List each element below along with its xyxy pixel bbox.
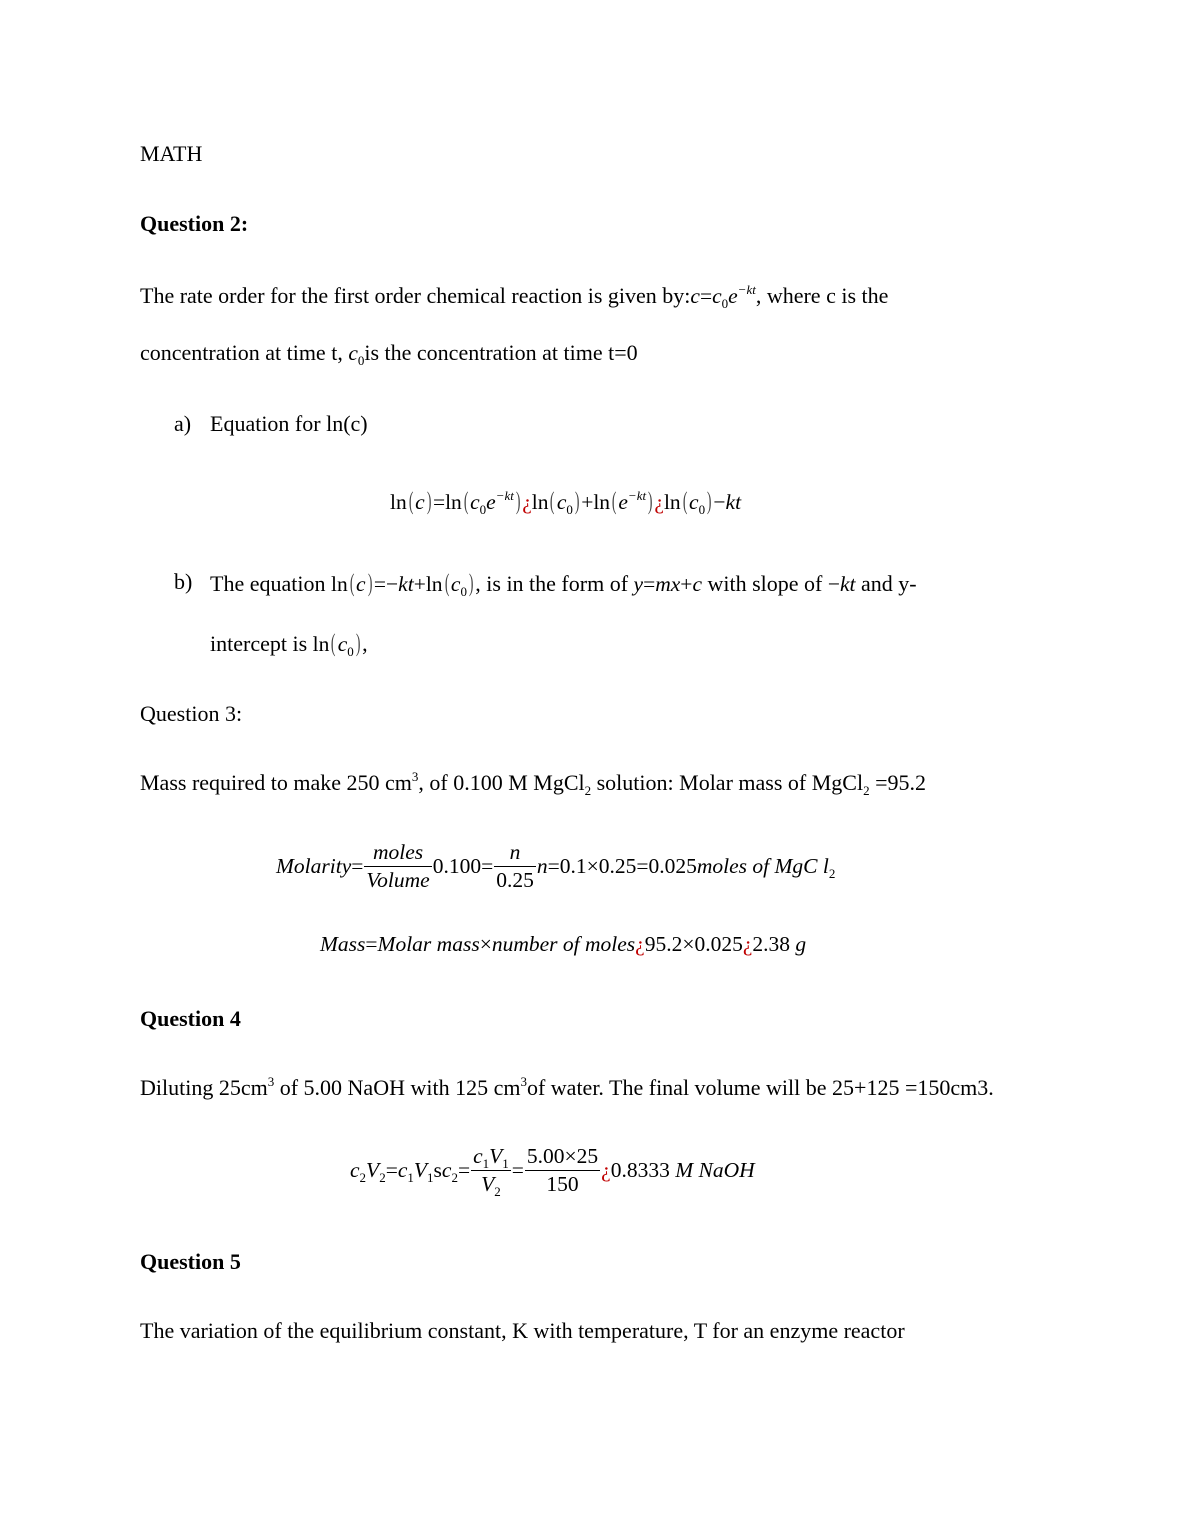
doc-heading: MATH [140,141,203,166]
q4-text: Diluting $25cm^3$ of 5.00 NaOH with 125 $cm^3of$ water. The final volume will be 25+125 =150cm3. [140,1074,994,1100]
q3-text: Mass required to make 250 $cm^3$, of 0.100 M MgCl$_2$ solution: Molar mass of MgCl$_2$ =95.2 [140,769,926,798]
q5-text: The variation of the equilibrium constant, K with temperature, T for an enzyme reactor [140,1318,905,1343]
q2-title: Question 2: [140,211,249,236]
list-marker-b: b) [174,569,193,594]
q2-intro-text-a: The rate order for the first order chemical reaction is given by: [140,283,691,308]
part-b-line1: The equation $\ln(c)=-kt+\ln(c_0)$, is in the form of y=mx+c with slope of −kt and y- [210,570,917,599]
q2-intro-line2: concentration at time t, $c_0is$ the concentration at time t=0 [140,340,638,368]
equation-ln-c: $\ln(c)=\ln(c_0e^{-kt})¿\ln(c_0)+\ln(e^{-kt})¿\ln(c_0)-kt$ [390,488,742,517]
q5-title: Question 5 [140,1249,241,1274]
q4-title: Question 4 [140,1006,241,1031]
equation-molarity: Molarity= $\frac{\text{moles}}{\text{Volume}}$ 0.100= $\frac{n}{0.25}$ n=0.1×0.25=0.025moles of MgC $l_2$ [276,840,836,892]
q3-title: Question 3: [140,701,243,726]
equation-mass: Mass=Molar mass×number of moles¿95.2×0.025¿2.38 g [320,932,807,956]
part-a-text: Equation for ln(c) [210,411,368,436]
equation-inline-rate: c [690,284,700,308]
q2-intro-text-b: , where c is the [755,283,889,308]
part-b-line2: intercept is $\ln(c_0)$, [210,630,368,659]
equation-dilution: $c_2V_2=c_1V_1sc_2=$ $\frac{c_1V_1}{V_2}$ = $\frac{5.00\times 25}{150}$ ¿0.8333 M NaOH [350,1144,755,1199]
q2-intro-line1: The rate order for the first order chemical reaction is given $by:c=c_0e^{-kt}$, where c is the [140,282,889,311]
list-marker-a: a) [174,411,192,436]
